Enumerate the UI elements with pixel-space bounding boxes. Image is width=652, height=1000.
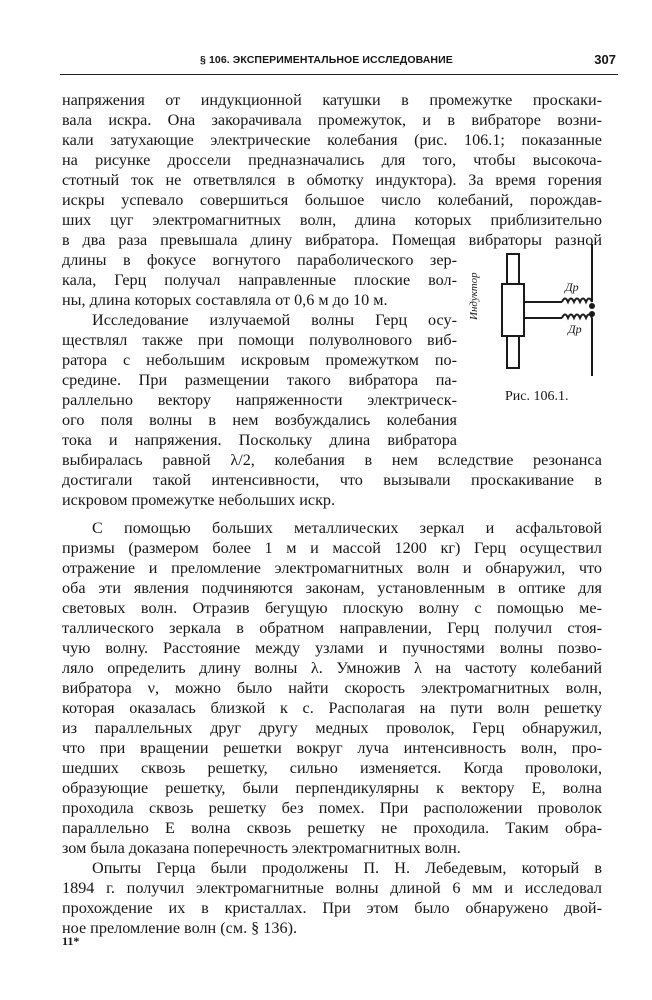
inductor-coil	[502, 284, 524, 336]
vibrator-rod-top	[507, 254, 519, 284]
text-line: искровом промежутке небольших искр.	[62, 491, 336, 509]
text-line: достигали такой интенсивности, что вызывали проскакивание в	[62, 471, 602, 489]
text-line: образующие решетку, были перпендикулярны к вектору E, волна	[62, 779, 602, 797]
text-line: тока и напряжения. Поскольку длина вибратора	[62, 431, 457, 449]
text-line: параллельно E волна сквозь решетку не проходила. Таким обра-	[62, 819, 602, 837]
text-line: ого поля волны в нем возбуждались колебания	[62, 411, 457, 429]
inductor-label: Индуктор	[468, 272, 480, 320]
text-line: 1894 г. получил электромагнитные волны длиной 6 мм и исследовал	[62, 879, 602, 897]
text-line: ратора с небольшим искровым промежутком по-	[62, 351, 457, 369]
text-line: кали затухающие электрические колебания (рис. 106.1; показанные	[62, 131, 602, 149]
text-line: из параллельных друг другу медных проволок, Герц обнаружил,	[62, 719, 602, 737]
text-line: Исследование излучаемой волны Герц осу-	[92, 311, 457, 329]
text-line: ны, длина которых составляла от 0,6 м до 10 м.	[62, 291, 388, 309]
text-line: призмы (размером более 1 м и массой 1200 кг) Герц осуществил	[62, 539, 602, 557]
text-line: вибратора ν, можно было найти скорость электромагнитных волн,	[62, 679, 602, 697]
text-line: выбиралась равной λ/2, колебания в нем вследствие резонанса	[62, 451, 602, 469]
text-line: ное преломление волн (см. § 136).	[62, 919, 298, 937]
text-line: зом была доказана поперечность электромагнитных волн.	[62, 839, 461, 857]
text-line: на рисунке дроссели предназначались для того, чтобы высокоча-	[62, 151, 602, 169]
spark-ball-bottom	[589, 311, 595, 317]
vibrator-rod-bottom	[507, 336, 519, 368]
text-line: длины в фокусе вогнутого параболического зер-	[62, 251, 457, 269]
page-number: 307	[594, 52, 616, 67]
spark-ball-top	[589, 303, 595, 309]
text-line: в два раза превышала длину вибратора. Помещая вибраторы разной	[62, 231, 602, 249]
text-line: световых волн. Отразив бегущую плоскую волну с помощью ме-	[62, 599, 602, 617]
text-line: Опыты Герца были продолжены П. Н. Лебедевым, который в	[92, 859, 602, 877]
figure-caption: Рис. 106.1.	[505, 389, 569, 404]
text-line: которая оказалась близкой к c. Располагая на пути волн решетку	[62, 699, 602, 717]
text-line: ших цуг электромагнитных волн, длина которых приблизительно	[62, 211, 602, 229]
text-line: напряжения от индукционной катушки в промежутке проскаки-	[62, 91, 602, 109]
text-line: вала искра. Она закорачивала промежуток, и в вибраторе возни-	[62, 111, 602, 129]
running-header	[60, 50, 618, 75]
text-line: ляло определить длину волны λ. Умножив λ на частоту колебаний	[62, 659, 602, 677]
choke-label-bottom: Др	[568, 322, 582, 336]
text-line: чую волну. Расстояние между узлами и пучностями волны позво-	[62, 639, 602, 657]
printer-signature: 11*	[62, 934, 80, 948]
text-line: раллельно вектору напряженности электрическ-	[62, 391, 457, 409]
choke-label-top: Др	[565, 280, 579, 294]
text-line: таллического зеркала в обратном направлении, Герц получил стоя-	[62, 619, 602, 637]
text-line: стотный ток не ответвлялся в обмотку индуктора). За время горения	[62, 171, 602, 189]
text-line: С помощью больших металлических зеркал и асфальтовой	[92, 519, 602, 537]
text-line: отражение и преломление электромагнитных волн и обнаружил, что	[62, 559, 602, 577]
text-line: шедших сквозь решетку, сильно изменяется. Когда проволоки,	[62, 759, 602, 777]
text-line: ществлял также при помощи полуволнового виб-	[62, 331, 457, 349]
text-line: оба эти явления подчиняются законам, установленным в оптике для	[62, 579, 602, 597]
text-line: проходила сквозь решетку без помех. При расположении проволок	[62, 799, 602, 817]
text-line: что при вращении решетки вокруг луча интенсивность волн, про-	[62, 739, 602, 757]
running-title: § 106. ЭКСПЕРИМЕНТАЛЬНОЕ ИССЛЕДОВАНИЕ	[200, 54, 453, 66]
text-line: искры успевало совершиться большое число колебаний, порождав-	[62, 191, 602, 209]
choke-bottom	[562, 315, 592, 319]
choke-top	[562, 299, 592, 303]
text-line: кала, Герц получал направленные плоские вол-	[62, 271, 457, 289]
text-line: средине. При размещении такого вибратора па-	[62, 371, 457, 389]
hertz-vibrator-diagram	[470, 236, 630, 386]
text-line: прохождение их в кристаллах. При этом было обнаружено двой-	[62, 899, 602, 917]
